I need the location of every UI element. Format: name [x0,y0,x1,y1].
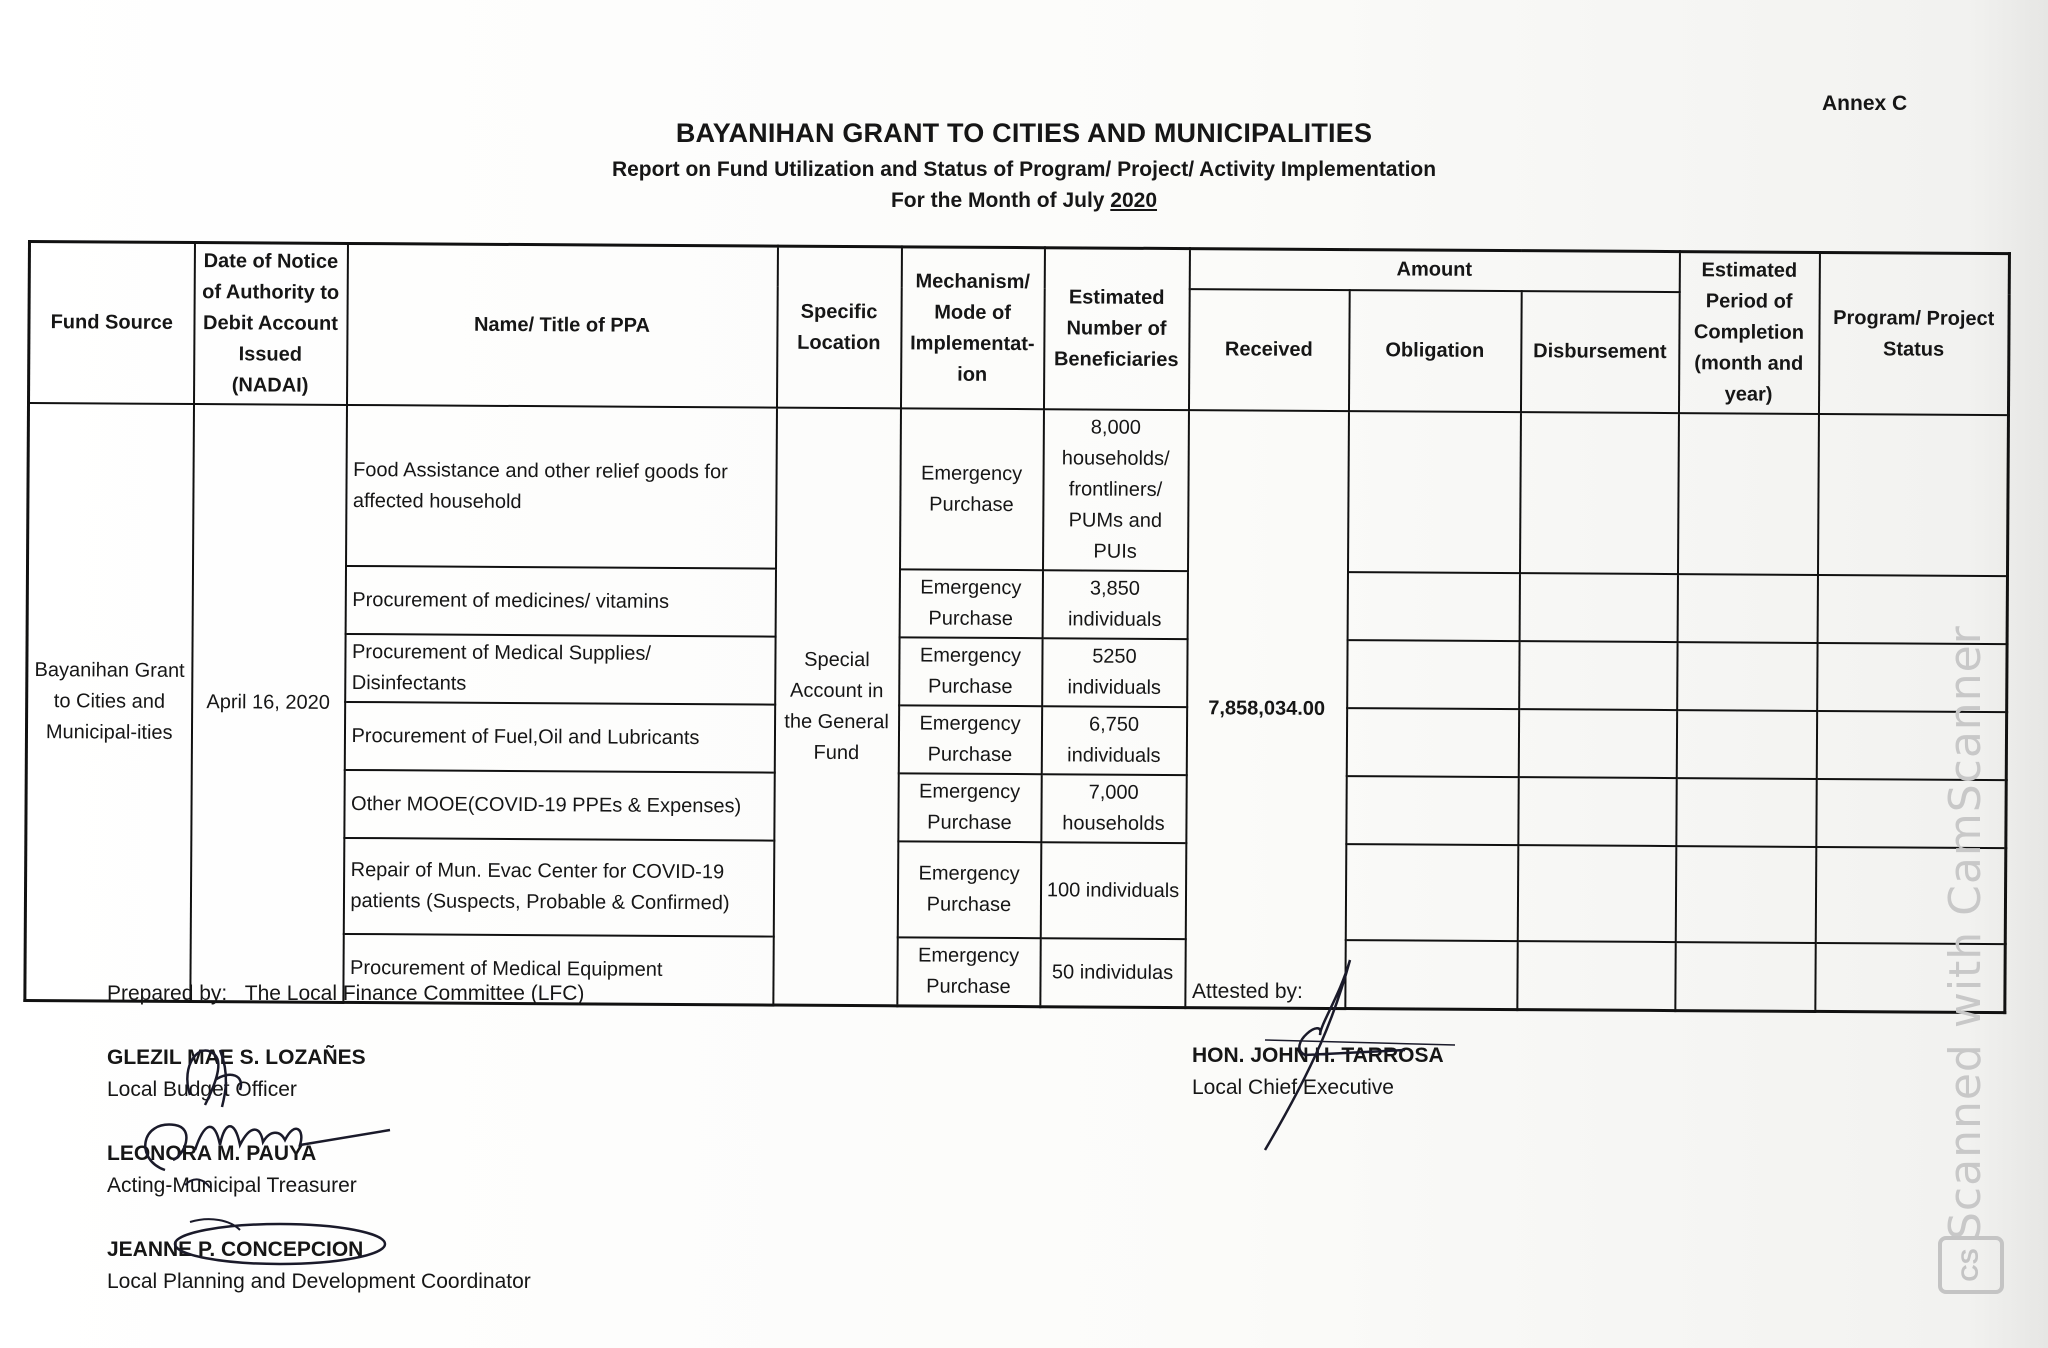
document-subtitle: Report on Fund Utilization and Status of Program/ Project/ Activity Implementation [611,158,1437,181]
mechanism-cell: Emergency Purchase [898,773,1041,842]
nadai-date-cell: April 16, 2020 [190,404,347,1002]
document-title: BAYANIHAN GRANT TO CITIES AND MUNICIPALITIES [675,118,1373,148]
mechanism-cell: Emergency Purchase [899,569,1042,638]
prepared-by-line [107,982,584,1006]
beneficiaries-cell: 6,750 individuals [1041,706,1186,775]
ppa-cell: Procurement of Fuel,Oil and Lubricants [344,702,774,773]
obligation-cell [1347,411,1520,573]
signatory-title: Local Planning and Development Coordinator [107,1270,531,1293]
header-location: Specific Location [776,246,901,408]
ppa-cell: Procurement of Medical Supplies/ Disinfectants [345,634,775,705]
completion-cell [1677,413,1818,575]
header-completion: Estimated Period of Completion (month and year) [1678,252,1819,414]
fund-source-cell: Bayanihan Grant to Cities and Municipal-ities [25,403,194,1001]
disbursement-cell [1518,709,1676,778]
table-row [28,403,2009,576]
header-fund-source: Fund Source [29,242,195,405]
header-obligation: Obligation [1348,290,1521,412]
mechanism-cell: Emergency Purchase [900,408,1044,570]
location-cell: Special Account in the General Fund [773,408,901,1006]
completion-cell [1675,846,1816,943]
signatory-title: Acting-Municipal Treasurer [107,1174,357,1197]
camscanner-logo-icon: CS [1938,1236,2004,1294]
signatory-name: JEANNE P. CONCEPCION [107,1238,364,1261]
header-ppa: Name/ Title of PPA [346,243,777,407]
attested-title: Local Chief Executive [1192,1076,1394,1099]
obligation-cell [1347,640,1519,709]
obligation-cell [1347,572,1519,641]
signatory-name: LEONORA M. PAUYA [107,1142,317,1165]
header-mechanism: Mechanism/ Mode of Implementat-ion [900,247,1044,409]
beneficiaries-cell: 8,000 households/ frontliners/ PUMs and PUIs [1043,409,1189,571]
completion-cell [1677,642,1817,711]
completion-cell [1676,710,1816,779]
ppa-cell: Procurement of medicines/ vitamins [345,566,775,637]
disbursement-cell [1517,845,1676,942]
mechanism-cell: Emergency Purchase [897,937,1040,1006]
beneficiaries-cell: 3,850 individuals [1042,570,1187,639]
mechanism-cell: Emergency Purchase [898,705,1041,774]
obligation-cell [1346,776,1518,845]
report-period-year: 2020 [1110,189,1158,212]
disbursement-cell [1518,777,1676,846]
obligation-cell [1346,708,1518,777]
beneficiaries-cell: 100 individuals [1040,842,1186,939]
header-row-top [29,242,2009,294]
beneficiaries-cell: 7,000 households [1041,774,1186,843]
ppa-cell: Procurement of Medical Equipment [343,934,773,1005]
camscanner-watermark-text: Scanned with CamScanner [1940,625,1991,1240]
beneficiaries-cell: 50 individulas [1040,938,1185,1007]
received-amount-cell: 7,858,034.00 [1185,410,1349,1008]
completion-cell [1675,942,1815,1011]
prepared-by-label: Prepared by: [107,982,228,1005]
attested-by-label: Attested by: [1192,980,1303,1003]
disbursement-cell [1519,641,1677,710]
report-period [0,189,2048,213]
mechanism-cell: Emergency Purchase [899,637,1042,706]
header-beneficiaries: Estimated Number of Beneficiaries [1043,248,1189,410]
header-amount: Amount [1189,249,1679,292]
signatory-name: GLEZIL MAE S. LOZAÑES [107,1046,366,1069]
report-period-prefix: For the Month of July [890,189,1111,212]
ppa-cell: Other MOOE(COVID-19 PPEs & Expenses) [344,770,774,841]
status-cell [1817,414,2008,576]
obligation-cell [1345,940,1517,1010]
annex-label: Annex C [1822,92,1908,115]
disbursement-cell [1519,573,1677,642]
ppa-cell: Repair of Mun. Evac Center for COVID-19 patients (Suspects, Probable & Confirmed) [343,838,774,937]
disbursement-cell [1519,412,1678,574]
fund-utilization-table [23,240,2011,1014]
header-disbursement: Disbursement [1520,291,1679,413]
mechanism-cell: Emergency Purchase [897,841,1041,938]
completion-cell [1676,778,1816,847]
disbursement-cell [1517,941,1675,1010]
completion-cell [1677,574,1817,643]
signatory-title: Local Budget Officer [107,1078,297,1101]
camscanner-watermark [1940,625,2000,1300]
header-received: Received [1188,289,1349,411]
header-nadai: Date of Notice of Authority to Debit Account Issued (NADAI) [194,243,348,405]
prepared-by-org: The Local Finance Committee (LFC) [244,982,585,1005]
beneficiaries-cell: 5250 individuals [1042,638,1187,707]
obligation-cell [1345,844,1518,941]
attested-name: HON. JOHN H. TARROSA [1192,1044,1444,1067]
ppa-cell: Food Assistance and other relief goods for affected household [346,405,777,569]
header-status: Program/ Project Status [1818,252,2009,415]
